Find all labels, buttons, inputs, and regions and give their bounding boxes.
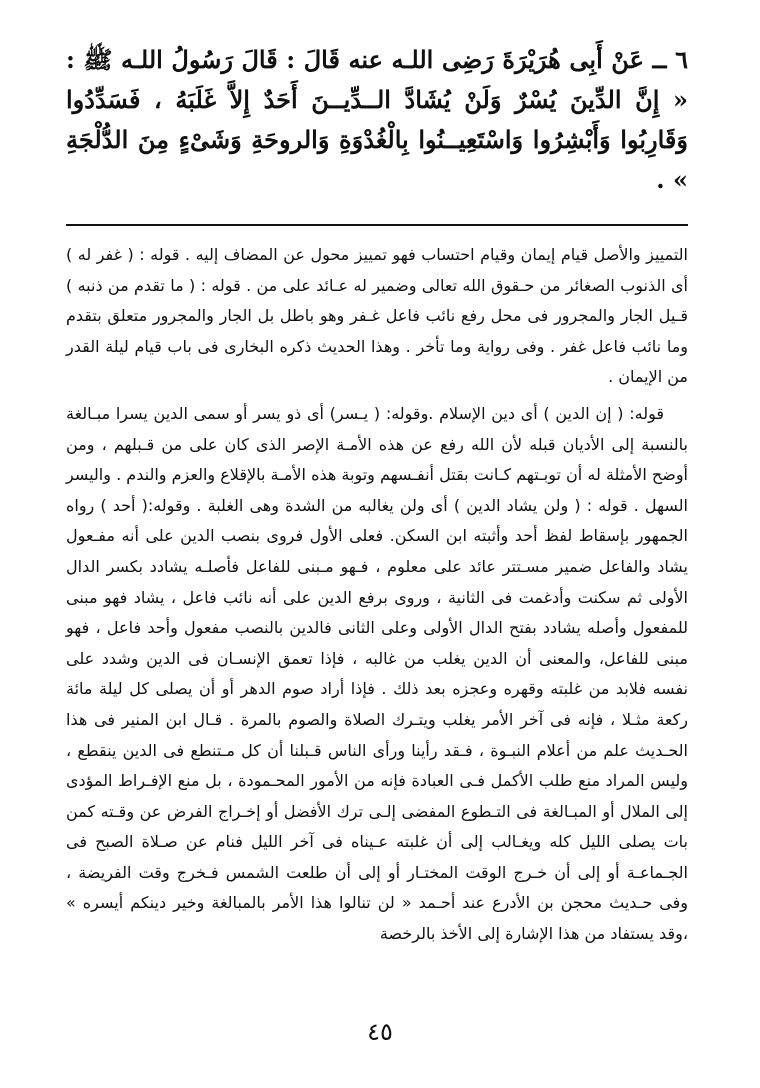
hadith-text: ٦ ــ عَنْ أَبِى هُرَيْرَةَ رَضِى اللـه عنه قَالَ : قَالَ رَسُولُ اللـه ﷺ : « إِنَّ الدِّينَ يُسْرٌ وَلَنْ يُشَادَّ الــدِّيــنَ أَحَدٌ إِلاَّ غَلَبَهُ ، فَسَدِّدُوا وَقَارِبُوا وَأَبْشِرُوا وَاسْتَعِيــنُوا بِالْغُدْوَةِ وَالروحَةِ وَشَىْءٍ مِنَ الدُّلْجَةِ » . (66, 45, 688, 194)
page-number: ٤٥ (367, 1018, 393, 1046)
commentary-paragraph-2: قوله: ( إن الدين ) أى دين الإسلام .وقوله: ( يـسر) أى ذو يسر أو سمى الدين يسرا مبـالغة بالنسبة إلى الأديان قبله لأن الله رفع عن هذه الأمـة الإصر الذى كان على من قـبلهم ، ومن أوضح الأمثلة له أن توبـتهم كـانت بقتل أنفـسهم وتوبة هذه الأمـة بالإقلاع والعزم والندم . واليسر السهل . قوله : ( ولن يشاد الدين ) أى ولن يغالبه من الشدة وهى الغلبة . وقوله:( أحد ) رواه الجمهور بإسقاط لفظ أحد وأثبته ابن السكن. فعلى الأول فروى بنصب الدين على أنه مفـعول يشاد والفاعل ضمير مسـتتر عائد على معلوم ، فـهو مـبنى للفاعل فأصلـه يشادد بكسر الدال الأولى ثم سكنت وأدغمت فى الثانية ، وروى برفع الدين على أنه نائب فاعل ، يشاد فهو مبنى للمفعول وأصله يشادد بفتح الدال الأولى وعلى الثانى فالدين بالنصب مفعول وأحد فاعل ، فهو مبنى للفاعل، والمعنى أن الدين يغلب من غالبه ، فإذا تعمق الإنسـان فى الدين وشدد على نفسه فلابد من غلبته وقهره وعجزه بعد ذلك . فإذا أراد صوم الدهر أو أن يصلى كل ليلة مائة ركعة مثـلا ، فإنه فى آخر الأمر يغلب ويتـرك الصلاة والصوم بالمرة . قـال ابن المنير فى هذا الحـديث علم من أعلام النبـوة ، فـقد رأينا ورأى الناس قـبلنا أن كل مـتنطع فى الدين ينقطع ، وليس المراد منع طلب الأكمل فـى العبادة فإنه من الأمور المحـمودة ، بل منع الإفـراط المؤدى إلى الملال أو المبـالغة فى التـطوع المفضى إلـى ترك الأفضل أو إخـراج الفرض عن وقـته كمن بات يصلى الليل كله ويغـالب إلى أن غلبته عـيناه فى آخر الليل فنام عن صـلاة الصبح فى الجـماعـة أو إلى أن خـرج الوقت المختـار أو إلى أن طلعت الشمس فـخرج وقت الفريضة ، وفى حـديث محجن بن الأدرع عند أحـمد « لن تنالوا هذا الأمر بالمبالغة وخير دينكم أيسره » ،وقد يستفاد من هذا الإشارة إلى الأخذ بالرخصة (66, 403, 688, 944)
page-body (66, 40, 688, 950)
commentary-paragraph-1: التمييز والأصل قيام إيمان وقيام احتساب فهو تمييز محول عن المضاف إليه . قوله : ( غفر له ) أى الذنوب الصغائر من حـقوق الله تعالى وضمير له عـائد على من . قوله : ( ما تقدم من ذنبه ) قـيل الجار والمجرور فى محل رفع نائب فاعل غـفر وهو باطل بل الجار والمجرور متعلق بتقدم وما نائب فاعل غفر . وفى رواية وما تأخر . وهذا الحديث ذكره البخارى فى باب قيام ليلة القدر من الإيمان . (66, 245, 688, 387)
separator-rule (66, 224, 688, 226)
commentary (66, 240, 688, 950)
